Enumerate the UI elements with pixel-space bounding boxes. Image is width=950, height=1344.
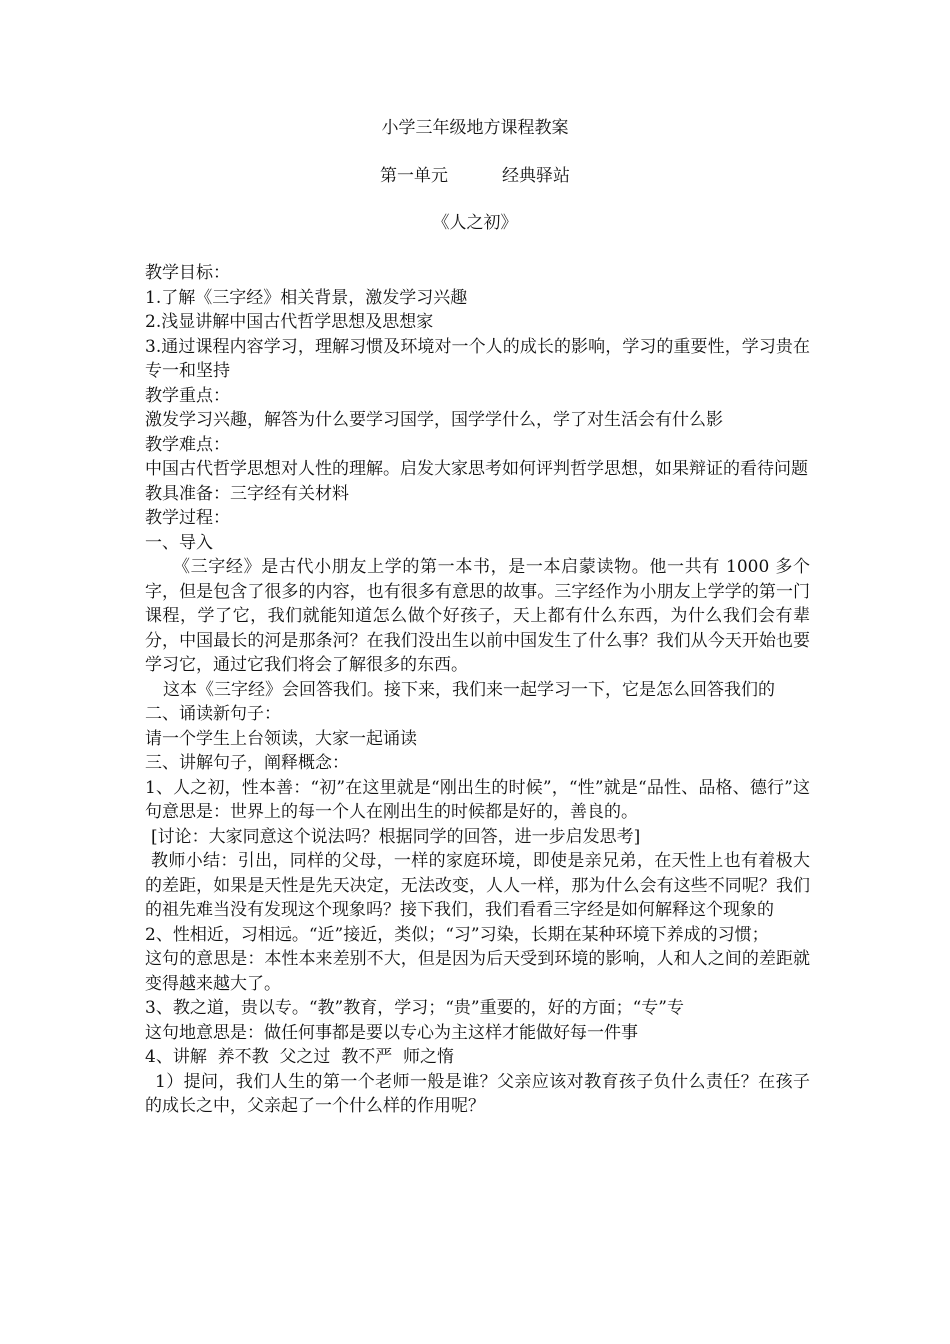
step-heading-intro: 一、导入 (145, 532, 213, 553)
section-heading-objectives: 教学目标： (145, 263, 230, 283)
lesson-title: 《人之初》 (432, 213, 518, 233)
unit-heading: 第一单元 经典驿站 (379, 166, 571, 186)
lesson-plan-body (145, 261, 810, 1119)
explain-item-1: 1、人之初，性本善：“初”在这里就是“刚出生的时候”，“性”就是“品性、品格、德行”这句意思是：世界上的每一个人在刚出生的时候都是好的，善良的。 (145, 777, 810, 822)
objective-item-3: 3.通过课程内容学习，理解习惯及环境对一个人的成长的影响，学习的重要性，学习贵在专一和坚持 (145, 336, 810, 381)
teacher-summary: 教师小结：引出，同样的父母，一样的家庭环境，即使是亲兄弟，在天性上也有着极大的差距，如果是天性是先天决定，无法改变，人人一样，那为什么会有这些不同呢？我们的祖先难当没有发现这个现象吗？接下我们，我们看看三字经是如何解释这个现象的 (145, 851, 810, 920)
teaching-aids: 教具准备：三字经有关材料 (145, 483, 349, 504)
explain-item-2-meaning: 这句的意思是：本性本来差别不大，但是因为后天受到环境的影响，人和人之间的差距就变得越来越大了。 (145, 949, 810, 994)
intro-paragraph-2: 这本《三字经》会回答我们。接下来，我们来一起学习一下，它是怎么回答我们的 (163, 679, 775, 700)
document-title: 小学三年级地方课程教案 (381, 118, 569, 138)
explain-item-3-meaning: 这句地意思是：做任何事都是要以专心为主这样才能做好每一件事 (145, 1022, 638, 1043)
section-heading-difficulties: 教学难点： (145, 434, 230, 455)
explain-item-2: 2、性相近，习相远。“近”接近，类似；“习”习染，长期在某种环境下养成的习惯； (145, 924, 769, 945)
explain-item-4: 4、讲解 养不教 父之过 教不严 师之惰 (145, 1047, 455, 1067)
explain-item-4-question: 1）提问，我们人生的第一个老师一般是谁？父亲应该对教育孩子负什么责任？在孩子的成长之中，父亲起了一个什么样的作用呢？ (145, 1071, 810, 1116)
section-heading-process: 教学过程： (145, 508, 230, 528)
section-heading-key-points: 教学重点： (145, 385, 230, 406)
explain-item-3: 3、教之道，贵以专。“教”教育，学习；“贵”重要的，好的方面；“专”专 (145, 998, 684, 1018)
intro-paragraph: 《三字经》是古代小朋友上学的第一本书，是一本启蒙读物。他一共有 1000 多个字，但是包含了很多的内容，也有很多有意思的故事。三字经作为小朋友上学学的第一门课程，学了它，我们就能知道怎么做个好孩子，天上都有什么东西，为什么我们会有辈分，中国最长的河是那条河？在我们没出生以前中国发生了什么事？我们从今天开始也要学习它，通过它我们将会了解很多的东西。 (145, 557, 810, 675)
key-points-text: 激发学习兴趣，解答为什么要学习国学，国学学什么，学了对生活会有什么影 (145, 410, 723, 430)
objective-item-2: 2.浅显讲解中国古代哲学思想及思想家 (145, 312, 434, 332)
recite-text: 请一个学生上台领读，大家一起诵读 (145, 728, 417, 749)
step-heading-recite: 二、诵读新句子： (145, 704, 281, 724)
objective-item-1: 1.了解《三字经》相关背景，激发学习兴趣 (145, 287, 468, 308)
discussion-note: [讨论：大家同意这个说法吗？根据同学的回答，进一步启发思考] (151, 826, 641, 847)
step-heading-explain: 三、讲解句子，阐释概念： (145, 753, 349, 773)
difficulties-text: 中国古代哲学思想对人性的理解。启发大家思考如何评判哲学思想，如果辩证的看待问题 (145, 459, 808, 479)
